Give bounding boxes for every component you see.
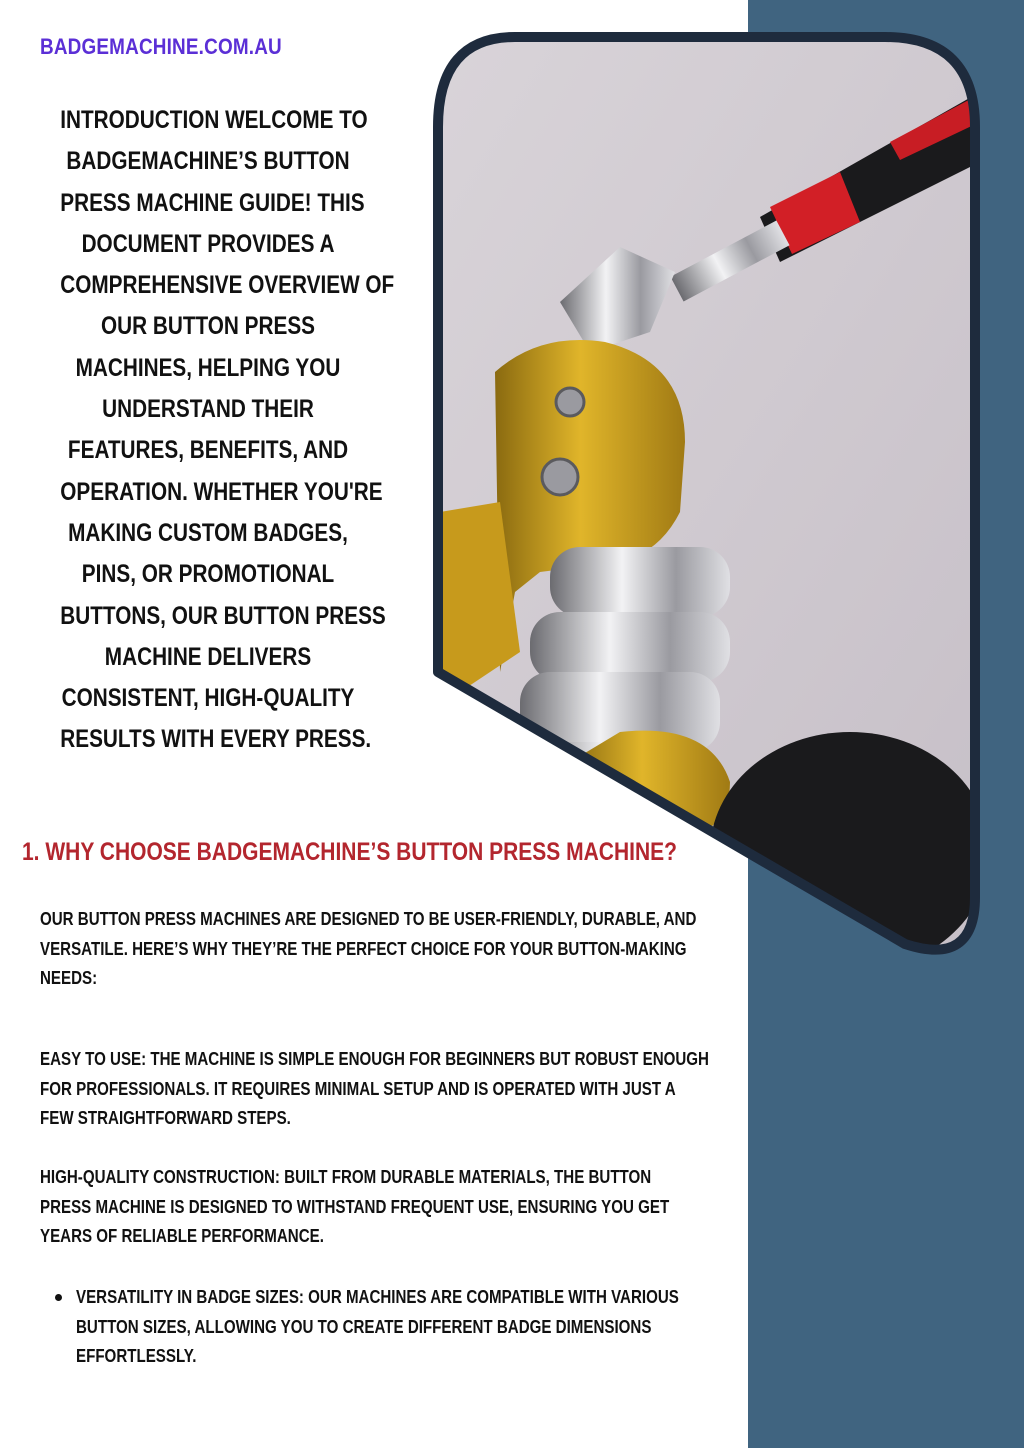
intro-line: OPERATION. WHETHER YOU'RE	[60, 477, 383, 506]
intro-line: BADGEMACHINE’S BUTTON	[66, 147, 350, 176]
bullet-text	[76, 1283, 794, 1372]
section-paragraph-intro	[40, 905, 821, 994]
feature-bullet-list	[52, 1283, 794, 1372]
intro-line: MAKING CUSTOM BADGES,	[68, 518, 348, 547]
intro-line: COMPREHENSIVE OVERVIEW OF	[60, 271, 395, 300]
intro-line: BUTTONS, OUR BUTTON PRESS	[60, 601, 386, 630]
paragraph-line: YEARS OF RELIABLE PERFORMANCE.	[40, 1226, 324, 1246]
bullet-icon	[55, 1294, 62, 1301]
paragraph-line: FOR PROFESSIONALS. IT REQUIRES MINIMAL SETUP AND IS OPERATED WITH JUST A	[40, 1078, 676, 1099]
intro-line: UNDERSTAND THEIR	[102, 395, 314, 424]
paragraph-line: OUR BUTTON PRESS MACHINES ARE DESIGNED TO BE USER-FRIENDLY, DURABLE, AND	[40, 909, 697, 929]
bullet-line: VERSATILITY IN BADGE SIZES: OUR MACHINES ARE COMPATIBLE WITH VARIOUS	[76, 1287, 679, 1307]
paragraph-line: NEEDS:	[40, 968, 98, 988]
section-paragraph-easy-to-use	[40, 1045, 836, 1134]
intro-line: PINS, OR PROMOTIONAL	[81, 560, 335, 589]
intro-line: FEATURES, BENEFITS, AND	[67, 436, 349, 465]
bullet-line: EFFORTLESSLY.	[76, 1346, 197, 1366]
intro-line: CONSISTENT, HIGH-QUALITY	[61, 684, 355, 713]
paragraph-line: EASY TO USE: THE MACHINE IS SIMPLE ENOUGH FOR BEGINNERS BUT ROBUST ENOUGH	[40, 1049, 709, 1069]
intro-line: DOCUMENT PROVIDES A	[81, 229, 335, 258]
paragraph-line: PRESS MACHINE IS DESIGNED TO WITHSTAND FREQUENT USE, ENSURING YOU GET	[40, 1196, 670, 1217]
intro-paragraph	[30, 100, 395, 761]
list-item	[52, 1283, 794, 1372]
section-heading: 1. WHY CHOOSE BADGEMACHINE’S BUTTON PRESS MACHINE?	[22, 838, 677, 866]
intro-line: PRESS MACHINE GUIDE! THIS	[60, 188, 365, 217]
site-url-link[interactable]: BADGEMACHINE.COM.AU	[40, 34, 282, 59]
product-photo	[420, 32, 984, 968]
intro-line: RESULTS WITH EVERY PRESS.	[60, 725, 372, 754]
intro-line: MACHINE DELIVERS	[104, 642, 312, 671]
paragraph-line: HIGH-QUALITY CONSTRUCTION: BUILT FROM DURABLE MATERIALS, THE BUTTON	[40, 1167, 652, 1187]
paragraph-line: VERSATILE. HERE’S WHY THEY’RE THE PERFECT CHOICE FOR YOUR BUTTON-MAKING	[40, 938, 687, 959]
paragraph-line: FEW STRAIGHTFORWARD STEPS.	[40, 1108, 291, 1128]
intro-line: OUR BUTTON PRESS	[100, 312, 316, 341]
intro-line: MACHINES, HELPING YOU	[75, 353, 341, 382]
bullet-line: BUTTON SIZES, ALLOWING YOU TO CREATE DIFFERENT BADGE DIMENSIONS	[76, 1316, 652, 1337]
section-paragraph-construction	[40, 1163, 789, 1252]
intro-line: INTRODUCTION WELCOME TO	[60, 106, 368, 134]
